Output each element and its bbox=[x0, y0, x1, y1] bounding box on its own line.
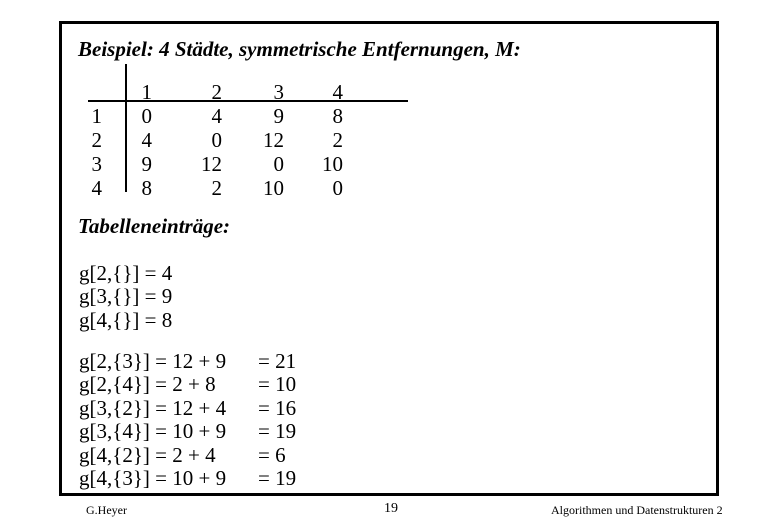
footer-page-number: 19 bbox=[384, 501, 398, 516]
matrix-cell: 2 bbox=[211, 176, 222, 200]
matrix-cell: 4 bbox=[141, 128, 152, 152]
table-entries-heading: Tabelleneinträge: bbox=[78, 214, 231, 238]
matrix-col-header: 2 bbox=[211, 80, 222, 104]
matrix-cell: 0 bbox=[332, 176, 343, 200]
matrix-cell: 4 bbox=[211, 104, 222, 128]
equation-line: g[2,{4}] = 2 + 8 bbox=[79, 372, 216, 397]
matrix-cell: 0 bbox=[141, 104, 152, 128]
equation-result: = 19 bbox=[258, 466, 297, 490]
footer-course-title: Algorithmen und Datenstrukturen 2 bbox=[551, 503, 723, 517]
matrix-cell: 8 bbox=[332, 104, 343, 128]
equation-result: = 10 bbox=[258, 372, 297, 397]
matrix-cell: 12 bbox=[263, 128, 284, 152]
slide-heading: Beispiel: 4 Städte, symmetrische Entfernungen, M: bbox=[78, 37, 521, 61]
matrix-cell: 0 bbox=[273, 152, 284, 176]
matrix-col-header: 4 bbox=[332, 80, 343, 104]
matrix-cell: 9 bbox=[141, 152, 152, 176]
equation-line: g[2,{3}] = 12 + 9 bbox=[79, 349, 227, 373]
matrix-row-label: 3 bbox=[91, 152, 102, 176]
matrix-cell: 8 bbox=[141, 176, 152, 200]
matrix-col-header: 1 bbox=[141, 80, 152, 104]
equation-line: g[4,{2}] = 2 + 4 bbox=[79, 442, 216, 467]
equation-line: g[2,{}] = 4 bbox=[79, 261, 173, 285]
equation-line: g[3,{4}] = 10 + 9 bbox=[79, 419, 227, 444]
matrix-cell: 10 bbox=[322, 152, 343, 176]
matrix-cell: 9 bbox=[273, 104, 284, 128]
matrix-cell: 10 bbox=[263, 176, 284, 200]
equation-line: g[4,{3}] = 10 + 9 bbox=[79, 466, 227, 490]
equation-line: g[3,{2}] = 12 + 4 bbox=[79, 395, 227, 420]
equation-result: = 19 bbox=[258, 419, 297, 444]
matrix-row-label: 1 bbox=[91, 104, 102, 128]
footer-author: G.Heyer bbox=[86, 503, 127, 517]
matrix-cell: 0 bbox=[211, 128, 222, 152]
matrix-row-label: 4 bbox=[91, 176, 102, 200]
matrix-col-header: 3 bbox=[273, 80, 284, 104]
matrix-cell: 12 bbox=[201, 152, 222, 176]
matrix-cell: 2 bbox=[332, 128, 343, 152]
equation-line: g[3,{}] = 9 bbox=[79, 284, 173, 309]
equation-result: = 21 bbox=[258, 349, 297, 373]
matrix-row-label: 2 bbox=[91, 128, 102, 152]
equation-result: = 16 bbox=[258, 395, 297, 420]
equation-result: = 6 bbox=[258, 442, 286, 467]
equation-line: g[4,{}] = 8 bbox=[79, 307, 173, 332]
